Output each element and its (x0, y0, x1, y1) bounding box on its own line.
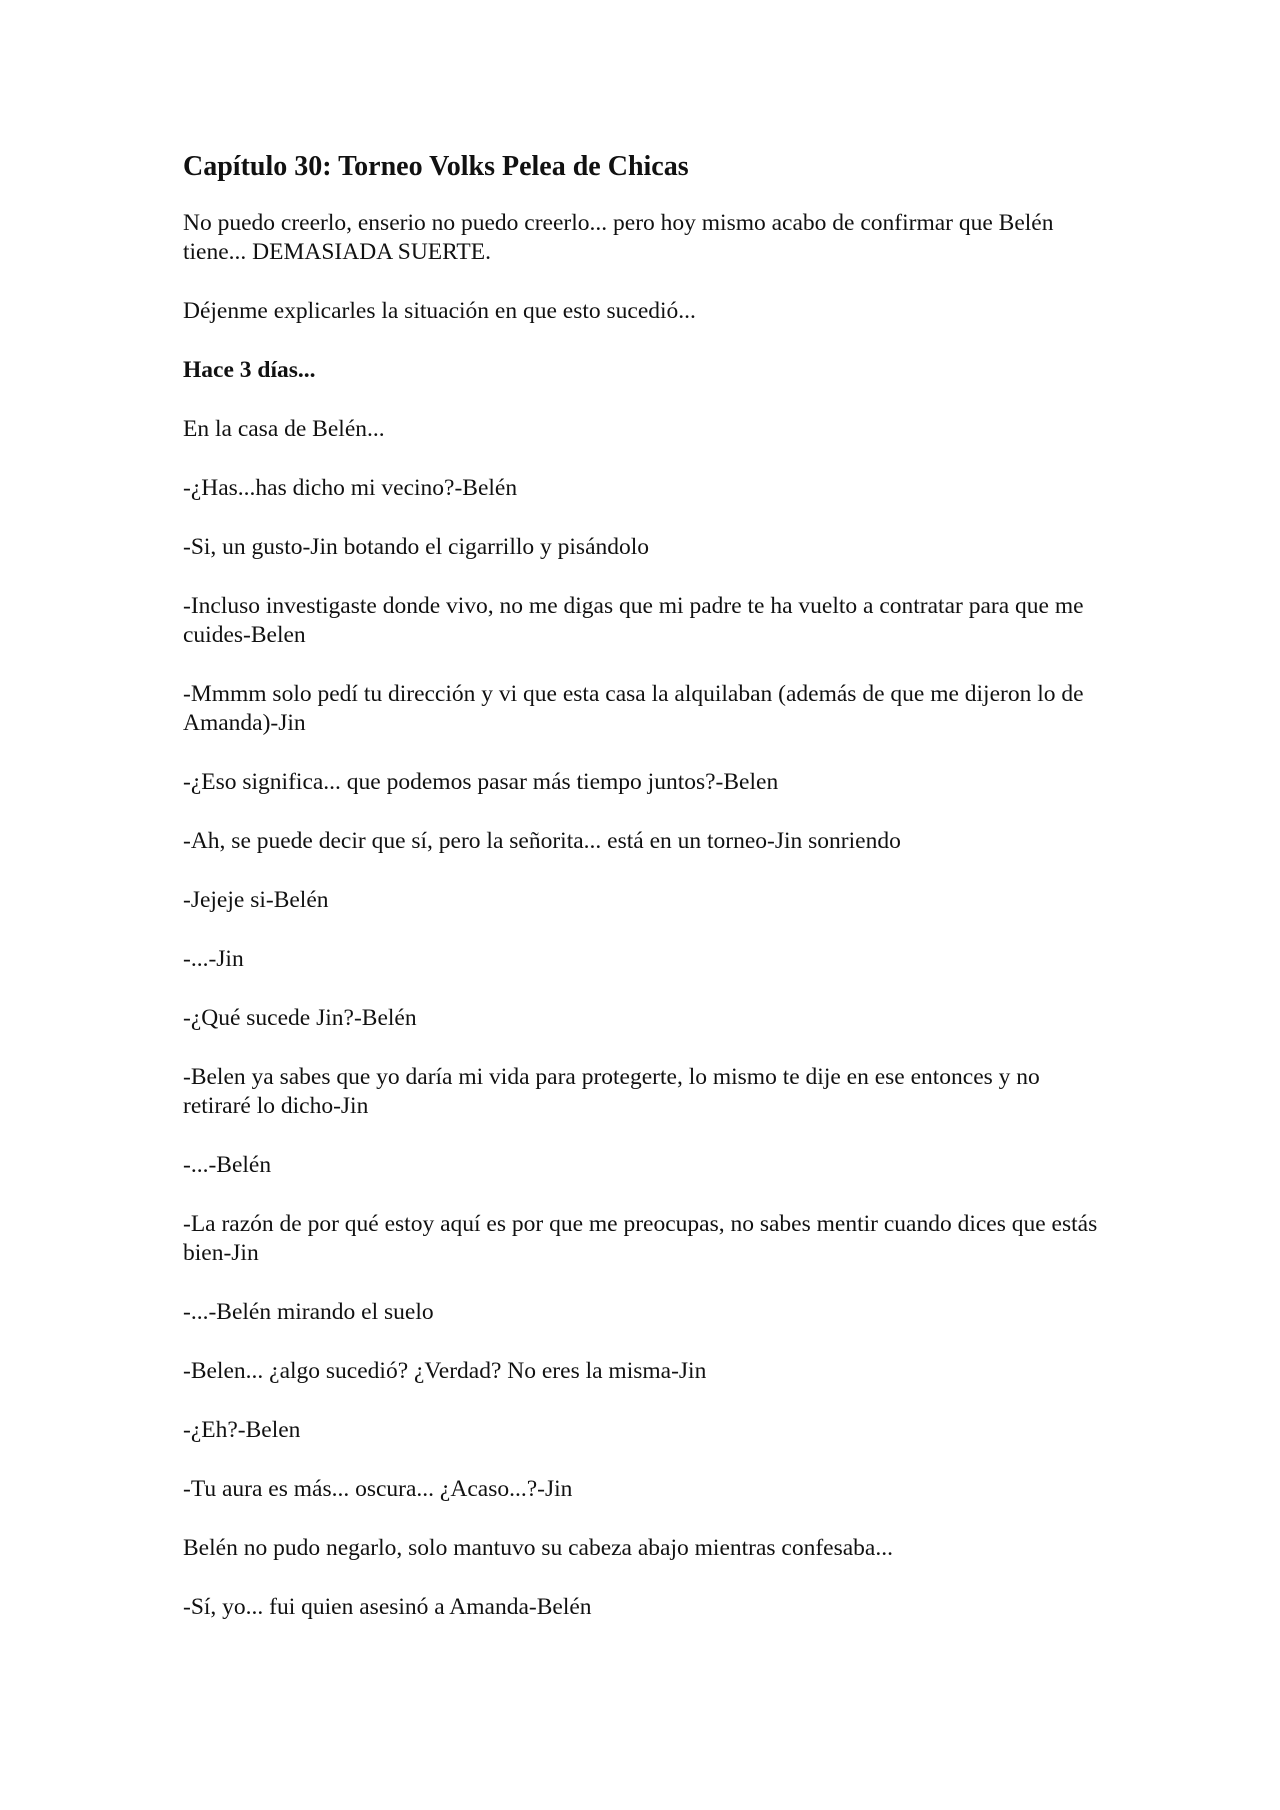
paragraph: -Belen ya sabes que yo daría mi vida para protegerte, lo mismo te dije en ese entonces y no retiraré lo dicho-Jin (183, 1064, 1040, 1119)
paragraph: -...-Belén (183, 1152, 272, 1178)
paragraph: -...-Jin (183, 946, 244, 972)
paragraph: -Sí, yo... fui quien asesinó a Amanda-Belén (183, 1594, 592, 1620)
paragraph: -Jejeje si-Belén (183, 887, 329, 913)
paragraph: No puedo creerlo, enserio no puedo creerlo... pero hoy mismo acabo de confirmar que Belén tiene... DEMASIADA SUERTE. (183, 210, 1054, 265)
paragraph: -Tu aura es más... oscura... ¿Acaso...?-Jin (183, 1476, 573, 1502)
paragraph: -¿Eh?-Belen (183, 1417, 301, 1443)
paragraph: -¿Eso significa... que podemos pasar más tiempo juntos?-Belen (183, 769, 779, 795)
paragraph: Déjenme explicarles la situación en que esto sucedió... (183, 298, 696, 324)
paragraph: Belén no pudo negarlo, solo mantuvo su cabeza abajo mientras confesaba... (183, 1535, 893, 1561)
paragraph-list (183, 209, 1103, 1622)
paragraph: -Incluso investigaste donde vivo, no me digas que mi padre te ha vuelto a contratar para que me cuides-Belen (183, 593, 1084, 648)
paragraph: -...-Belén mirando el suelo (183, 1299, 434, 1325)
paragraph: -Belen... ¿algo sucedió? ¿Verdad? No eres la misma-Jin (183, 1358, 707, 1384)
paragraph: -Si, un gusto-Jin botando el cigarrillo y pisándolo (183, 534, 650, 560)
chapter-title: Capítulo 30: Torneo Volks Pelea de Chicas (183, 151, 689, 182)
paragraph: -¿Qué sucede Jin?-Belén (183, 1005, 417, 1031)
paragraph: -¿Has...has dicho mi vecino?-Belén (183, 475, 518, 501)
section-heading: Hace 3 días... (183, 357, 316, 383)
paragraph: En la casa de Belén... (183, 416, 385, 442)
paragraph: -Ah, se puede decir que sí, pero la señorita... está en un torneo-Jin sonriendo (183, 828, 901, 854)
paragraph: -La razón de por qué estoy aquí es por que me preocupas, no sabes mentir cuando dices que estás bien-Jin (183, 1211, 1098, 1266)
paragraph: -Mmmm solo pedí tu dirección y vi que esta casa la alquilaban (además de que me dijeron lo de Amanda)-Jin (183, 681, 1084, 736)
document-body (183, 150, 1103, 1652)
